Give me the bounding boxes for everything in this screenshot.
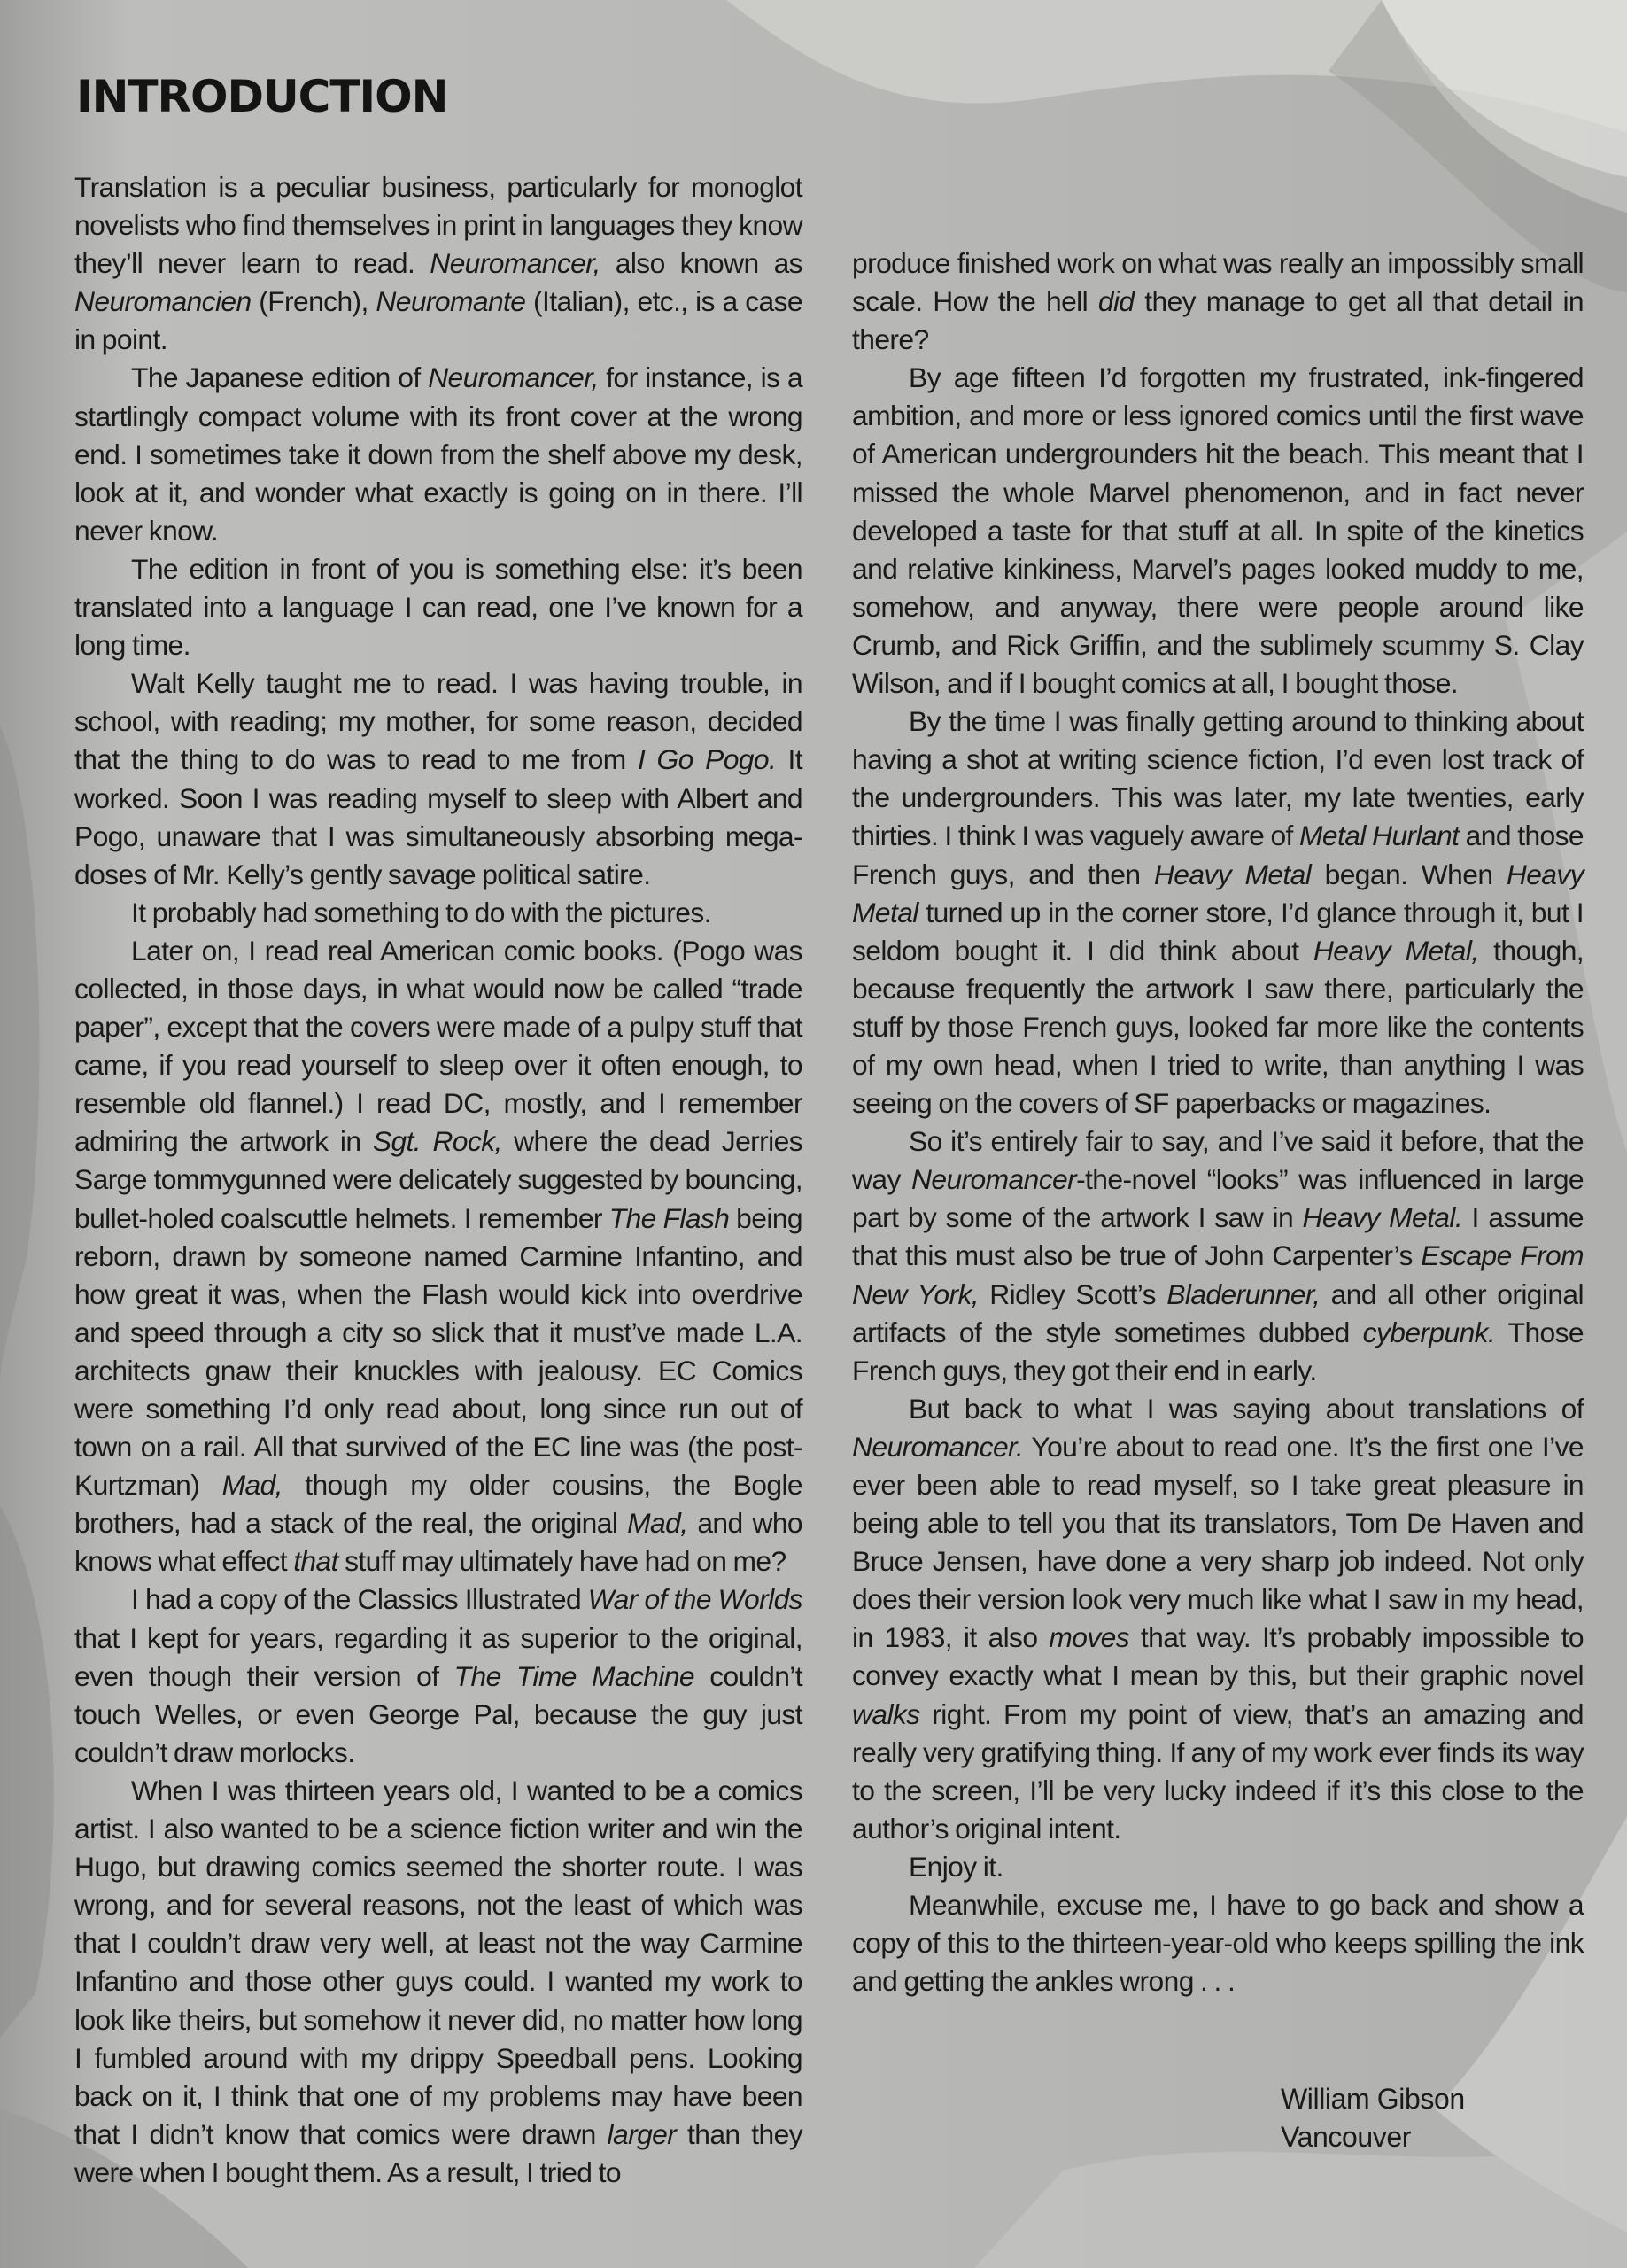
text-run: and all other original artifacts of the style sometimes dubbed [852,1278,1584,1348]
italic-title: did [1097,285,1135,318]
left-column [74,168,802,2192]
italic-title: Neuromancer, [428,361,599,394]
text-run: stuff may ultimately have had on me? [337,1545,786,1578]
text-run: though my older cousins, the Bogle brothers, had a stack of the real, the original [74,1469,802,1540]
paragraph [74,168,802,359]
text-run: Walt Kelly taught me to read. I was having trouble, in school, with reading; my mother, for some reason, decided that the thing to do was to read to me from [74,667,802,776]
text-run: where the dead Jerries Sarge tommygunned were delicately suggested by bouncing, bullet-holed coalscuttle helmets. I remember [74,1125,802,1234]
italic-title: cyberpunk. [1362,1316,1496,1348]
italic-title: War of the Worlds [587,1583,802,1616]
text-run: and those French guys, and then [852,819,1584,890]
paragraph [852,1122,1584,1390]
text-run: Later on, I read real American comic books. (Pogo was collected, in those days, in what would now be called “trade paper”, except that the covers were made of a pulpy stuff that came, if you read yourself to sleep over it often enough, to resemble old flannel.) I read DC, mostly, and I remember admiring the artwork in [74,934,802,1158]
italic-title: The Time Machine [453,1659,694,1692]
text-run: couldn’t touch Welles, or even George Pal, because the guy just couldn’t draw morlocks. [74,1659,802,1768]
text-run: The Japanese edition of [131,361,429,394]
text-run: It probably had something to do with the pictures. [131,896,711,928]
paragraph [74,932,802,1581]
text-run: It worked. Soon I was reading myself to sleep with Albert and Pogo, unaware that I was simultaneously absorbing mega-doses of Mr. Kelly’s gently savage political satire. [74,743,803,890]
text-run: began. When [1311,858,1507,890]
text-run: Enjoy it. [909,1850,1003,1883]
italic-title: larger [607,2117,677,2150]
italic-title: Neuromancien [74,285,252,318]
text-run: they manage to get all that detail in there? [852,285,1584,356]
italic-title: Heavy Metal [852,858,1584,928]
paragraph [74,894,802,932]
paragraph [74,359,802,549]
text-run: than they were when I bought them. As a result, I tried to [74,2117,803,2188]
text-run: By age fifteen I’d forgotten my frustrated, ink-fingered ambition, and more or less ignored comics until the first wave of American undergrounders hit the beach. This meant that I missed the whole Marvel phenomenon, and in fact never developed a taste for that stuff at all. In spite of the kinetics and relative kinkiness, Marvel’s pages looked muddy to me, somehow, and anyway, there were people around like Crumb, and Rick Griffin, and the sublimely scummy S. Clay Wilson, and if I bought comics at all, I bought those. [852,361,1584,700]
italic-title: Mad, [627,1507,688,1540]
text-run: Ridley Scott’s [978,1278,1167,1310]
text-run: though, because frequently the artwork I saw there, particularly the stuff by those French guys, looked far more like the contents of my own head, when I tried to write, than anything I was seeing on the covers of SF paperbacks or magazines. [852,934,1584,1120]
italic-title: I Go Pogo. [637,743,777,776]
text-run: (French), [251,285,376,318]
text-run: The edition in front of you is something else: it’s been translated into a language I can read, one I’ve known for a long time. [74,552,802,662]
text-run: being reborn, drawn by someone named Carmine Infantino, and how great it was, when the Flash would kick into overdrive and speed through a city so slick that it must’ve made L.A. architects gnaw their knuckles with jealousy. EC Comics were something I’d only read about, long since run out of town on a rail. All that survived of the EC line was (the post-Kurtzman) [74,1201,802,1502]
text-run: and who knows what effect [74,1507,802,1578]
italic-title: The Flash [608,1201,730,1234]
signature-block [1281,2080,1465,2156]
text-run: produce finished work on what was really an impossibly small scale. How the hell [852,247,1584,318]
text-run: also known as [600,247,802,280]
paragraph [852,1390,1584,1848]
paragraph [74,550,802,664]
text-run: that way. It’s probably impossible to convey exactly what I mean by this, but their graphic novel [852,1621,1584,1692]
text-run: When I was thirteen years old, I wanted to be a comics artist. I also wanted to be a science fiction writer and win the Hugo, but drawing comics seemed the shorter route. I was wrong, and for several reasons, not the least of which was that I couldn’t draw very well, at least not the way Carmine Infantino and those other guys could. I wanted my work to look like theirs, but somehow it never did, no matter how long I fumbled around with my drippy Speedball pens. Looking back on it, I think that one of my problems may have been that I didn’t know that comics were drawn [74,1774,802,2150]
paragraph [852,359,1584,703]
paragraph [74,1772,802,2192]
author-name: William Gibson [1281,2083,1465,2115]
italic-title: moves [1049,1621,1129,1654]
text-run: Meanwhile, excuse me, I have to go back and show a copy of this to the thirteen-year-old who keeps spilling the ink and getting the ankles wrong . . . [852,1889,1584,1998]
paragraph [852,703,1584,1122]
text-run: Translation is a peculiar business, particularly for monoglot novelists who find themselves in print in languages they know they’ll never learn to read. [74,171,802,280]
italic-title: Bladerunner, [1166,1278,1321,1310]
paragraph [852,1886,1584,2000]
page-title: INTRODUCTION [76,71,448,122]
italic-title: walks [852,1697,920,1730]
italic-title: Sgt. Rock, [372,1125,502,1158]
text-run: By the time I was finally getting around to thinking about having a shot at writing science fiction, I’d even lost track of the undergrounders. This was later, my late twenties, early thirties. I think I was vaguely aware of [852,705,1584,852]
text-run: Those French guys, they got their end in early. [852,1316,1584,1386]
text-run: right. From my point of view, that’s an amazing and really very gratifying thing. If any of my work ever finds its way to the screen, I’ll be very lucky indeed if it’s this close to the author’s original intent. [852,1697,1584,1845]
italic-title: Neuromante [376,285,526,318]
italic-title: Heavy Metal. [1302,1201,1463,1234]
text-run: But back to what I was saying about translations of [909,1392,1584,1425]
text-run: that I kept for years, regarding it as superior to the original, even though their version of [74,1621,802,1692]
text-run: You’re about to read one. It’s the first one I’ve ever been able to read myself, so I take great pleasure in being able to tell you that its translators, Tom De Haven and Bruce Jensen, have done a very sharp job indeed. Not only does their version look very much like what I saw in my head, in 1983, it also [852,1430,1584,1654]
paragraph [74,1581,802,1771]
text-run: I had a copy of the Classics Illustrated [131,1583,588,1616]
paragraph [852,1848,1584,1886]
italic-title: Neuromancer. [852,1430,1024,1463]
italic-title: Neuromancer, [430,247,600,280]
text-run: I assume that this must also be true of John Carpenter’s [852,1201,1584,1272]
paragraph [852,245,1584,359]
paragraph [74,664,802,894]
italic-title: Mad, [221,1469,283,1502]
text-run: So it’s entirely fair to say, and I’ve said it before, that the way [852,1125,1584,1196]
text-run: (Italian), etc., is a case in point. [74,285,802,356]
italic-title: that [293,1545,338,1578]
right-column [852,245,1584,2000]
text-run: for instance, is a startlingly compact volume with its front cover at the wrong end. I sometimes take it down from the shelf above my desk, look at it, and wonder what exactly is going on in there. I’ll never know. [74,361,802,547]
author-location: Vancouver [1281,2121,1412,2153]
italic-title: Heavy Metal, [1313,934,1479,967]
text-run: -the-novel “looks” was influenced in large part by some of the artwork I saw in [852,1163,1584,1234]
italic-title: Metal Hurlant [1299,819,1460,852]
italic-title: Escape From New York, [852,1239,1584,1310]
italic-title: Heavy Metal [1153,858,1312,890]
text-run: turned up in the corner store, I’d glance through it, but I seldom bought it. I did think about [852,896,1584,967]
italic-title: Neuromancer [911,1163,1077,1196]
